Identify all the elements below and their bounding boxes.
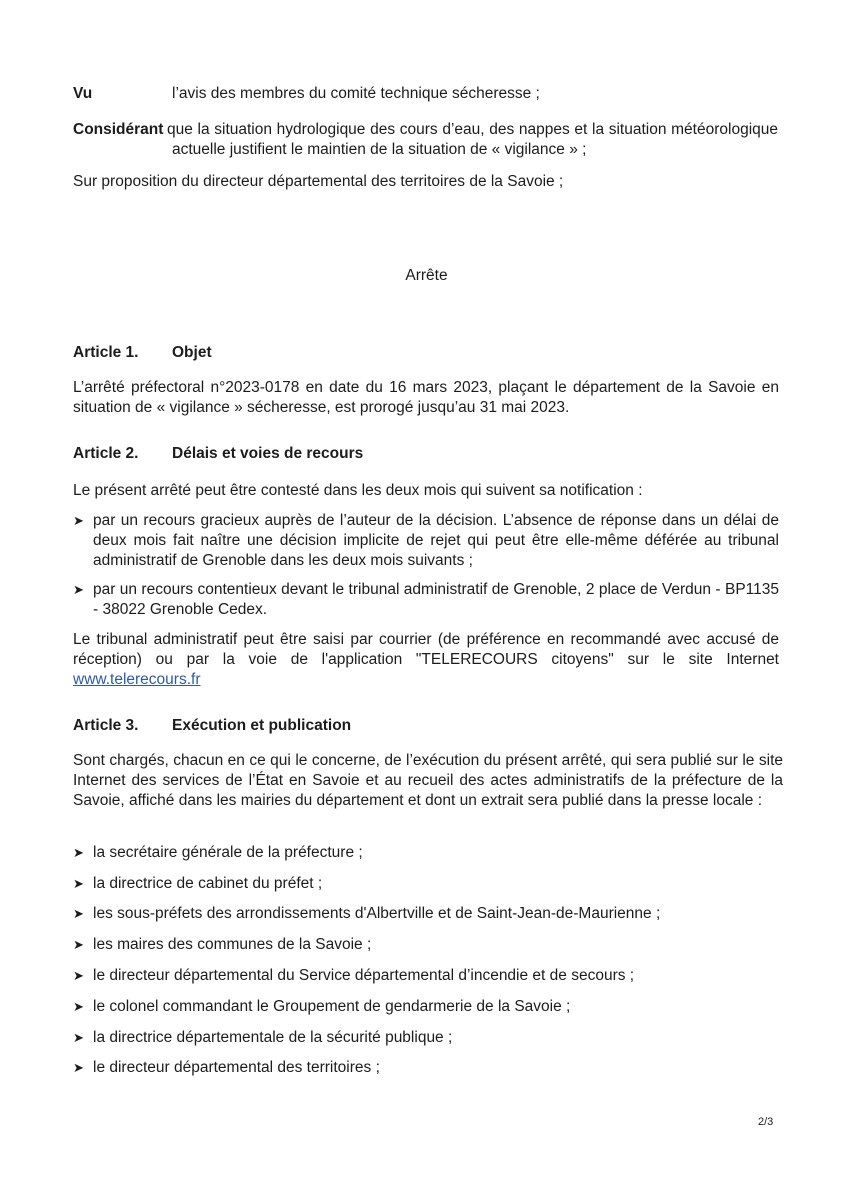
proposition-text: Sur proposition du directeur départemental des territoires de la Savoie ; — [73, 173, 564, 190]
list-item-text: le directeur départemental du Service départemental d’incendie et de secours ; — [93, 967, 635, 984]
tribunal-paragraph — [73, 630, 779, 690]
list-item-text: la directrice de cabinet du préfet ; — [93, 875, 323, 892]
list-item — [73, 511, 779, 573]
list-item-text: le colonel commandant le Groupement de gendarmerie de la Savoie ; — [93, 998, 571, 1015]
article2-title: Délais et voies de recours — [172, 445, 364, 462]
article3-number: Article 3. — [73, 717, 139, 734]
telerecours-link[interactable]: www.telerecours.fr — [73, 671, 201, 688]
considerant-text: que la situation hydrologique des cours d’eau, des nappes et la situation météorologique actuelle justifient le maintien de la situation de « vigilance » ; — [167, 121, 778, 158]
arrow-bullet-icon: ➤ — [73, 906, 84, 921]
arrow-bullet-icon: ➤ — [73, 937, 84, 952]
page-number: 2/3 — [758, 1116, 774, 1128]
vu-label: Vu — [73, 85, 93, 102]
list-item-text: la directrice départementale de la sécurité publique ; — [93, 1029, 453, 1046]
list-item-text: par un recours contentieux devant le tribunal administratif de Grenoble, 2 place de Verdun - BP1135 - 38022 Grenoble Cedex. — [93, 581, 779, 618]
arrow-bullet-icon: ➤ — [73, 968, 84, 983]
list-item-text: les maires des communes de la Savoie ; — [93, 936, 372, 953]
list-item-text: les sous-préfets des arrondissements d'Albertville et de Saint-Jean-de-Maurienne ; — [93, 905, 661, 922]
arrow-bullet-icon: ➤ — [73, 999, 84, 1014]
tribunal-text: Le tribunal administratif peut être saisi par courrier (de préférence en recommandé avec accusé de réception) ou par la voie de l'application "TELERECOURS citoyens" sur le site Internet — [73, 631, 779, 668]
article3-title: Exécution et publication — [172, 717, 352, 734]
list-item — [73, 580, 779, 622]
article2-number: Article 2. — [73, 445, 139, 462]
arrow-bullet-icon: ➤ — [73, 582, 84, 597]
arrow-bullet-icon: ➤ — [73, 845, 84, 860]
list-item-text: le directeur départemental des territoires ; — [93, 1059, 380, 1076]
arrow-bullet-icon: ➤ — [73, 1030, 84, 1045]
list-item-text: la secrétaire générale de la préfecture ; — [93, 844, 363, 861]
arrow-bullet-icon: ➤ — [73, 513, 84, 528]
list-item-text: par un recours gracieux auprès de l’auteur de la décision. L’absence de réponse dans un délai de deux mois fait naître une décision implicite de rejet qui peut être elle-même déférée au tribunal administratif de Grenoble dans les deux mois suivants ; — [93, 512, 779, 569]
article1-text: L’arrêté préfectoral n°2023-0178 en date du 16 mars 2023, plaçant le département de la Savoie en situation de « vigilance » sécheresse, est prorogé jusqu’au 31 mai 2023. — [73, 379, 779, 416]
arrow-bullet-icon: ➤ — [73, 1060, 84, 1075]
article2-intro: Le présent arrêté peut être contesté dans les deux mois qui suivent sa notification : — [73, 482, 643, 499]
arrete-heading: Arrête — [405, 267, 448, 284]
article1-number: Article 1. — [73, 344, 139, 361]
vu-text: l’avis des membres du comité technique sécheresse ; — [172, 85, 540, 102]
considerant-label: Considérant — [73, 121, 164, 138]
arrow-bullet-icon: ➤ — [73, 876, 84, 891]
article1-title: Objet — [172, 344, 212, 361]
article3-intro: Sont chargés, chacun en ce qui le concerne, de l’exécution du présent arrêté, qui sera publié sur le site Internet des services de l’État en Savoie et au recueil des actes administratifs de la préfecture de la Savoie, affiché dans les mairies du département et dont un extrait sera publié dans la presse locale : — [73, 752, 783, 809]
